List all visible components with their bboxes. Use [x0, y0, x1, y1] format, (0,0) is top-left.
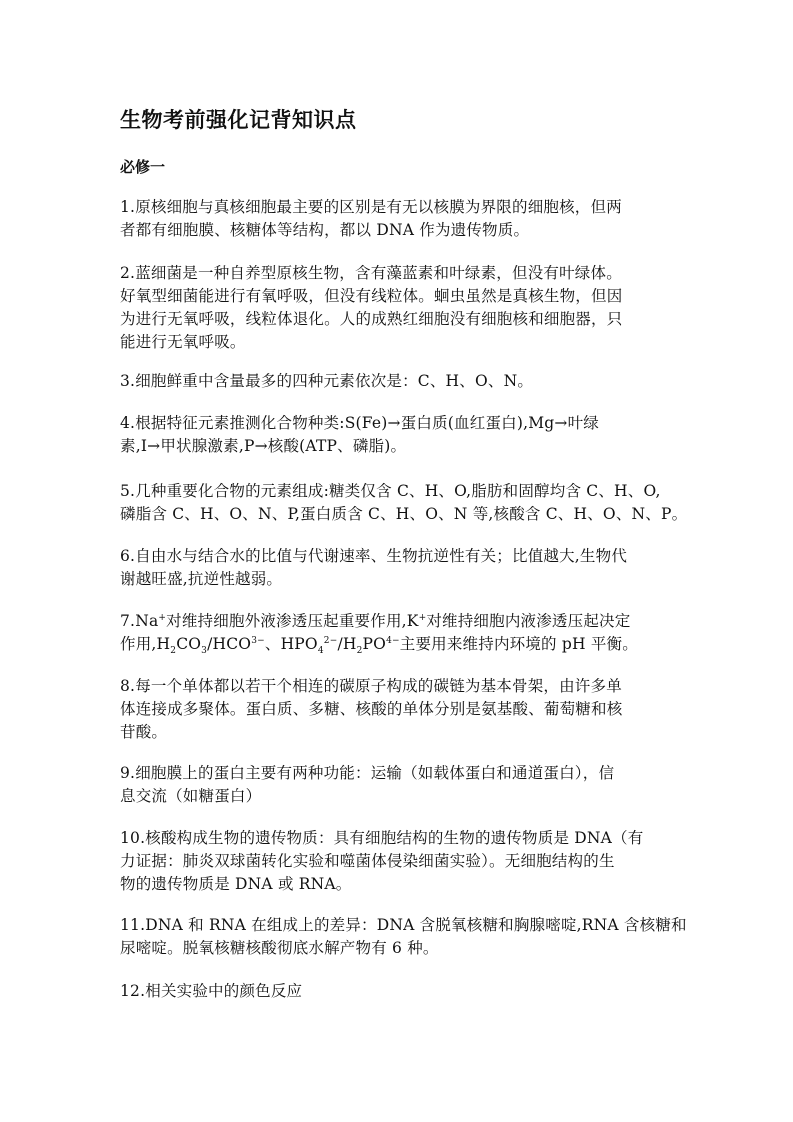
text-run: /H [337, 635, 357, 653]
text-line: 力证据：肺炎双球菌转化实验和噬菌体侵染细菌实验）。无细胞结构的生 [120, 852, 615, 870]
text-run: 主要用来维持内环境的 pH 平衡。 [399, 635, 638, 653]
text-run: PO [362, 635, 387, 653]
text-line: 苷酸。 [120, 723, 168, 741]
text-line: 10.核酸构成生物的遗传物质：具有细胞结构的生物的遗传物质是 DNA（有 [120, 829, 644, 847]
text-line: 2.蓝细菌是一种自养型原核生物，含有藻蓝素和叶绿素，但没有叶绿体。 [120, 264, 622, 282]
text-run: /HCO [207, 635, 252, 653]
text-line: 息交流（如糖蛋白） [120, 787, 262, 805]
knowledge-point-8 [120, 675, 686, 744]
text-line: 谢越旺盛,抗逆性越弱。 [120, 570, 283, 588]
text-run: 、HPO [264, 635, 318, 653]
text-line: 11.DNA 和 RNA 在组成上的差异：DNA 含脱氧核糖和胸腺嘧啶,RNA 含核糖和 [120, 916, 687, 934]
subscript: 2 [356, 646, 363, 657]
knowledge-point-1 [120, 196, 686, 242]
text-run: 对维持细胞外液渗透压起重要作用,K [166, 612, 419, 630]
text-line: 12.相关实验中的颜色反应 [120, 982, 303, 1000]
text-line: 磷脂含 C、H、O、N、P,蛋白质含 C、H、O、N 等,核酸含 C、H、O、N、P。 [120, 505, 688, 523]
superscript: + [418, 612, 427, 623]
knowledge-point-11 [120, 914, 686, 960]
text-line: 8.每一个单体都以若干个相连的碳原子构成的碳链为基本骨架，由许多单 [120, 677, 622, 695]
text-line: 物的遗传物质是 DNA 或 RNA。 [120, 875, 352, 893]
knowledge-point-6 [120, 545, 686, 591]
knowledge-point-3 [120, 370, 686, 393]
text-line: 6.自由水与结合水的比值与代谢速率、生物抗逆性有关；比值越大,生物代 [120, 547, 628, 565]
text-line: 尿嘧啶。脱氧核糖核酸彻底水解产物有 6 种。 [120, 939, 439, 957]
text-line: 好氧型细菌能进行有氧呼吸，但没有线粒体。蛔虫虽然是真核生物，但因 [120, 287, 623, 305]
text-line [120, 610, 686, 633]
text-run: 对维持细胞内液渗透压起决定 [426, 612, 631, 630]
knowledge-point-4 [120, 412, 686, 458]
knowledge-point-10 [120, 827, 686, 896]
text-run: CO [176, 635, 202, 653]
knowledge-point-2 [120, 262, 686, 354]
subscript: 2 [170, 646, 177, 657]
knowledge-point-7 [120, 610, 686, 656]
text-run: 7.Na [120, 612, 159, 630]
text-line: 5.几种重要化合物的元素组成:糖类仅含 C、H、O,脂肪和固醇均含 C、H、O, [120, 482, 661, 500]
text-line: 能进行无氧呼吸。 [120, 333, 246, 351]
subscript: 4 [317, 646, 324, 657]
text-line: 1.原核细胞与真核细胞最主要的区别是有无以核膜为界限的细胞核，但两 [120, 198, 622, 216]
text-line: 4.根据特征元素推测化合物种类:S(Fe)→蛋白质(血红蛋白),Mg→叶绿 [120, 414, 599, 432]
text-line: 9.细胞膜上的蛋白主要有两种功能：运输（如载体蛋白和通道蛋白），信 [120, 764, 615, 782]
section-heading: 必修一 [120, 158, 166, 176]
text-line: 为进行无氧呼吸，线粒体退化。人的成熟红细胞没有细胞核和细胞器，只 [120, 310, 623, 328]
knowledge-point-12 [120, 980, 686, 1003]
text-line: 3.细胞鲜重中含量最多的四种元素依次是：C、H、O、N。 [120, 372, 534, 390]
text-line: 体连接成多聚体。蛋白质、多糖、核酸的单体分别是氨基酸、葡萄糖和核 [120, 700, 623, 718]
page-title: 生物考前强化记背知识点 [120, 108, 357, 132]
subscript: 3 [201, 646, 208, 657]
superscript: 2− [323, 635, 338, 646]
superscript: 3− [251, 635, 265, 646]
knowledge-point-5 [120, 480, 686, 526]
text-run: 作用,H [120, 635, 171, 653]
text-line: 素,I→甲状腺激素,P→核酸(ATP、磷脂)。 [120, 437, 407, 455]
superscript: 4− [386, 635, 400, 646]
text-line [120, 633, 686, 656]
text-line: 者都有细胞膜、核糖体等结构，都以 DNA 作为遗传物质。 [120, 221, 530, 239]
superscript: + [158, 612, 167, 623]
knowledge-point-9 [120, 762, 686, 808]
